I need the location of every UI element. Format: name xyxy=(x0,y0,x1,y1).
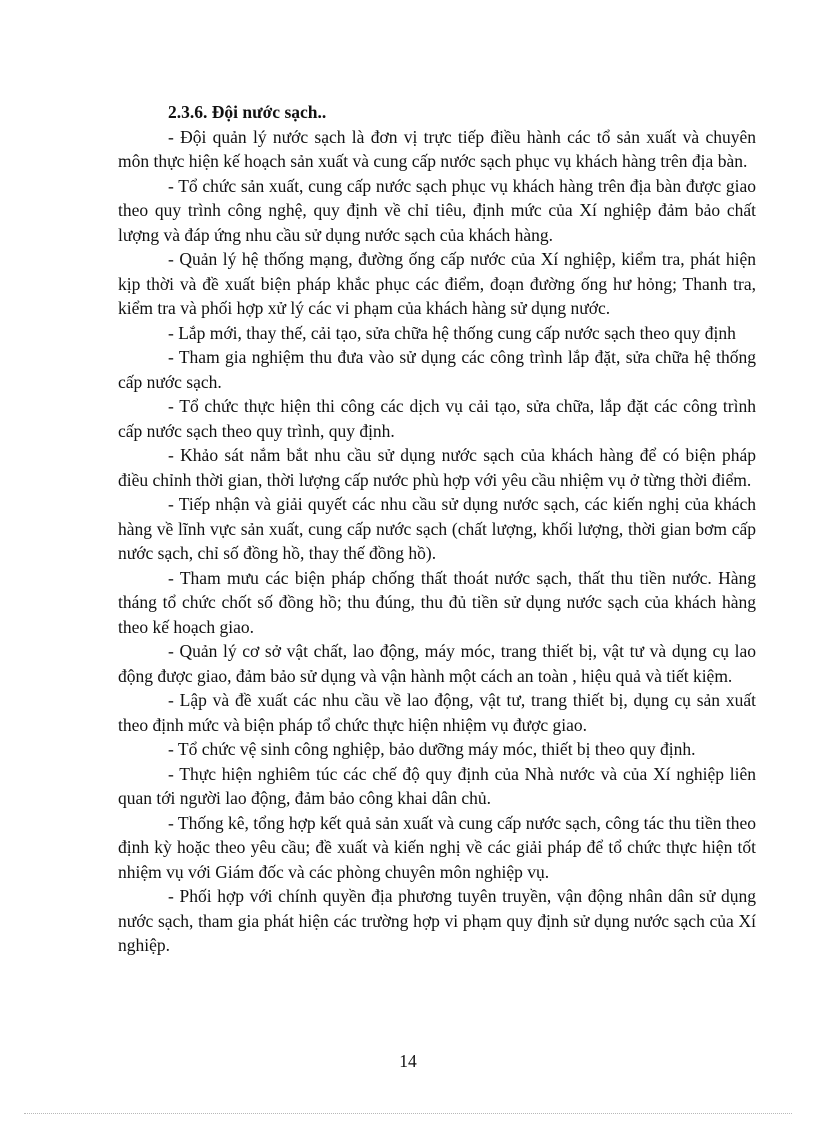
paragraph: - Thực hiện nghiêm túc các chế độ quy định của Nhà nước và của Xí nghiệp liên quan tới người lao động, đảm bảo công khai dân chủ. xyxy=(118,763,756,808)
section-heading: 2.3.6. Đội nước sạch.. xyxy=(168,102,327,122)
paragraph: - Tiếp nhận và giải quyết các nhu cầu sử dụng nước sạch, các kiến nghị của khách hàng về lĩnh vực sản xuất, cung cấp nước sạch (chất lượng, khối lượng, thời gian bơm cấp nước sạch, chỉ số đồng hồ, thay thế đồng hồ). xyxy=(118,494,756,563)
paragraph: - Tổ chức vệ sinh công nghiệp, bảo dưỡng máy móc, thiết bị theo quy định. xyxy=(168,739,696,759)
paragraph: - Tham mưu các biện pháp chống thất thoát nước sạch, thất thu tiền nước. Hàng tháng tổ chức chốt số đồng hồ; thu đúng, thu đủ tiền sử dụng nước sạch của khách hàng theo kế hoạch giao. xyxy=(118,567,756,637)
paragraph: - Tổ chức sản xuất, cung cấp nước sạch phục vụ khách hàng trên địa bàn được giao theo quy trình công nghệ, quy định về chỉ tiêu, định mức của Xí nghiệp đảm bảo chất lượng và đáp ứng nhu cầu sử dụng nước sạch của khách hàng. xyxy=(118,175,756,245)
paragraph: - Khảo sát nắm bắt nhu cầu sử dụng nước sạch của khách hàng để có biện pháp điều chỉnh thời gian, thời lượng cấp nước phù hợp với yêu cầu nhiệm vụ ở từng thời điểm. xyxy=(118,445,756,490)
paragraph: - Tham gia nghiệm thu đưa vào sử dụng các công trình lắp đặt, sửa chữa hệ thống cấp nước sạch. xyxy=(118,347,756,392)
paragraph: - Lập và đề xuất các nhu cầu về lao động, vật tư, trang thiết bị, dụng cụ sản xuất theo định mức và biện pháp tổ chức thực hiện nhiệm vụ được giao. xyxy=(118,690,756,735)
paragraph: - Quản lý cơ sở vật chất, lao động, máy móc, trang thiết bị, vật tư và dụng cụ lao động được giao, đảm bảo sử dụng và vận hành một cách an toàn , hiệu quả và tiết kiệm. xyxy=(118,641,756,686)
paragraph: - Thống kê, tổng hợp kết quả sản xuất và cung cấp nước sạch, công tác thu tiền theo định kỳ hoặc theo yêu cầu; đề xuất và kiến nghị về các giải pháp để tổ chức thực hiện tốt nhiệm vụ với Giám đốc và các phòng chuyên môn nghiệp vụ. xyxy=(118,812,756,882)
page-content xyxy=(118,100,756,958)
paragraph: - Lắp mới, thay thế, cải tạo, sửa chữa hệ thống cung cấp nước sạch theo quy định xyxy=(168,322,736,343)
paragraph: - Tổ chức thực hiện thi công các dịch vụ cải tạo, sửa chữa, lắp đặt các công trình cấp nước sạch theo quy trình, quy định. xyxy=(118,396,756,441)
paragraph: - Phối hợp với chính quyền địa phương tuyên truyền, vận động nhân dân sử dụng nước sạch, tham gia phát hiện các trường hợp vi phạm quy định sử dụng nước sạch của Xí nghiệp. xyxy=(118,886,756,955)
page-number: 14 xyxy=(399,1051,417,1071)
paragraph: - Đội quản lý nước sạch là đơn vị trực tiếp điều hành các tổ sản xuất và chuyên môn thực hiện kế hoạch sản xuất và cung cấp nước sạch phục vụ khách hàng trên địa bàn. xyxy=(118,126,756,171)
paragraph: - Quản lý hệ thống mạng, đường ống cấp nước của Xí nghiệp, kiểm tra, phát hiện kịp thời và đề xuất biện pháp khắc phục các điểm, đoạn đường ống hư hỏng; Thanh tra, kiểm tra và phối hợp xử lý các vi phạm của khách hàng sử dụng nước. xyxy=(118,249,756,318)
page-bottom-divider xyxy=(24,1113,792,1114)
